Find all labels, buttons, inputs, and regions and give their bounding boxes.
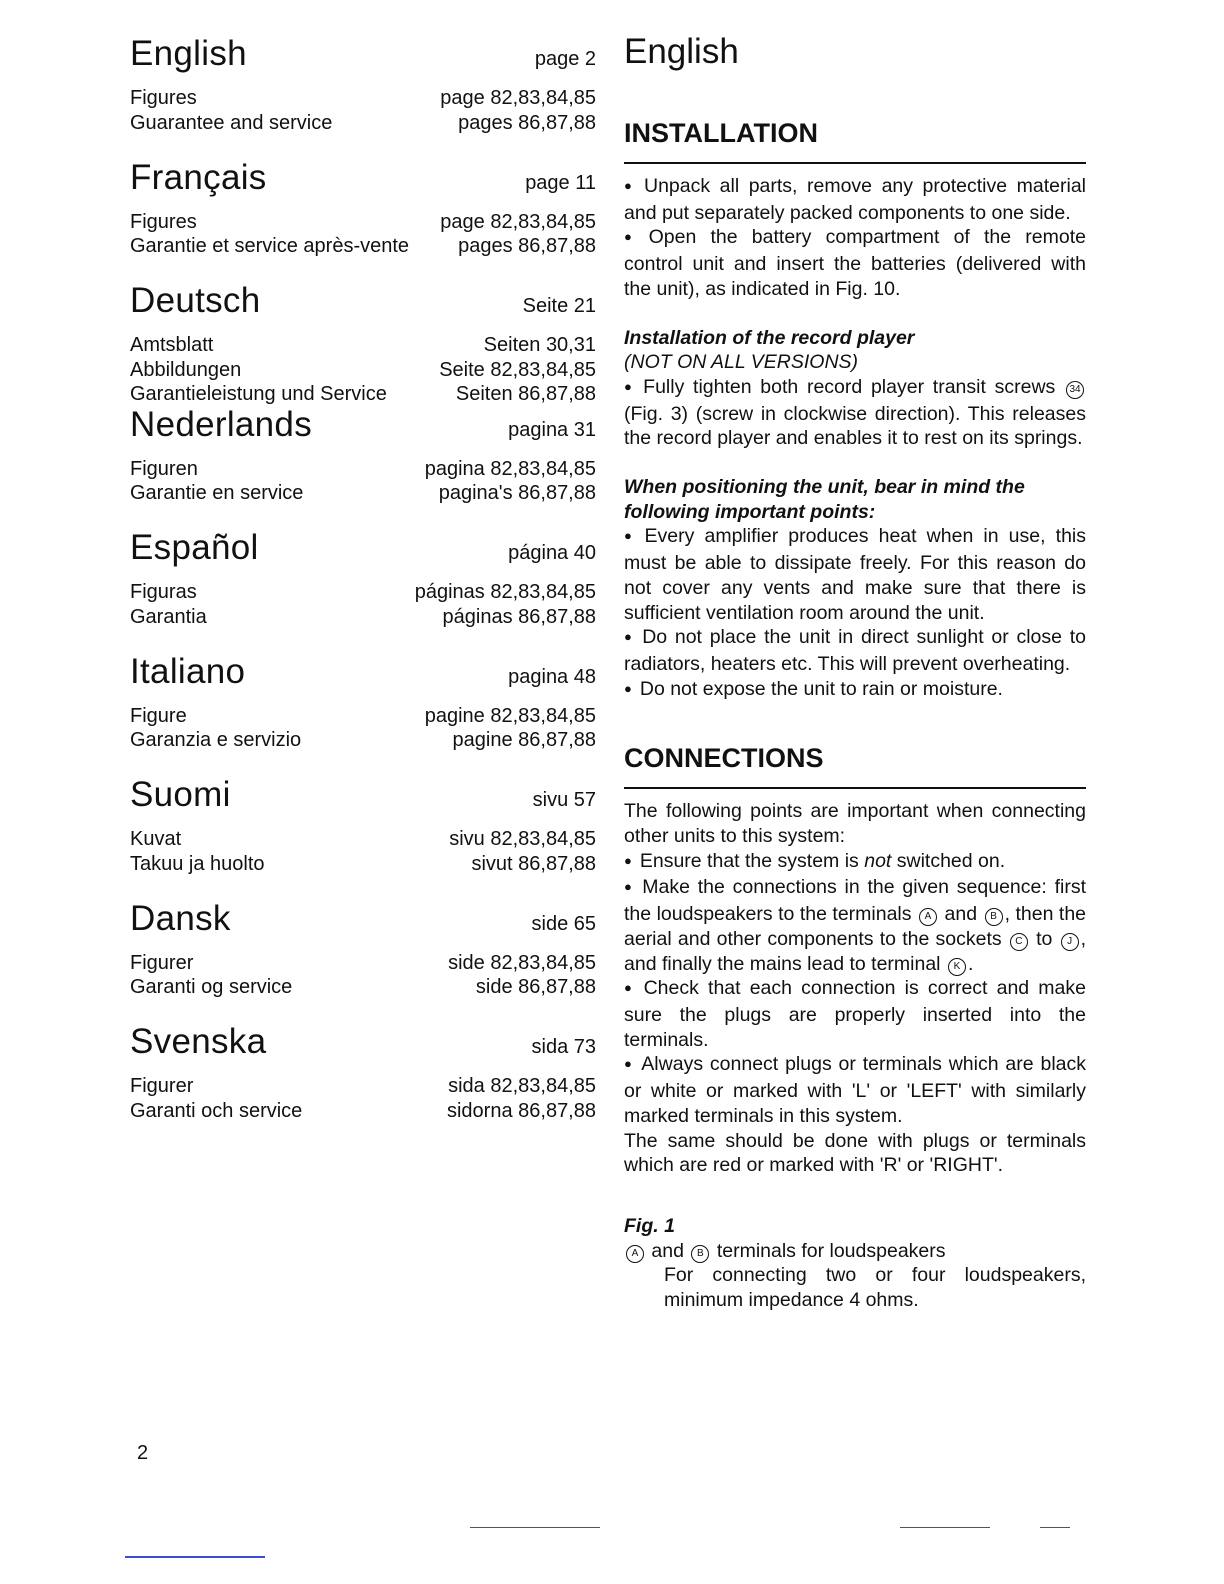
toc-row: Garantie et service après-vente pages 86,87,88 (130, 235, 596, 257)
toc-language-name: Nederlands (130, 404, 312, 444)
terminal-k-symbol: K (948, 958, 966, 976)
toc-row: Amtsblatt Seiten 30,31 (130, 334, 596, 356)
toc-row: Figuren pagina 82,83,84,85 (130, 457, 596, 480)
toc-section-dansk (130, 899, 596, 1023)
positioning-bullet-sunlight: ● Do not place the unit in direct sunlight or close to radiators, heaters etc. This will prevent overheating. (624, 625, 1086, 676)
toc-language-name: English (130, 34, 247, 73)
toc-language-page: pagina 48 (508, 665, 596, 688)
connections-right-note: The same should be done with plugs or terminals which are red or marked with 'R' or 'RIGHT'. (624, 1129, 1086, 1177)
terminal-b-symbol: B (985, 908, 1003, 926)
language-index (130, 34, 596, 1146)
toc-language-name: Español (130, 528, 259, 567)
terminal-a-symbol: A (626, 1245, 644, 1263)
record-player-subheading: Installation of the record player (624, 326, 915, 349)
toc-row: Kuvat sivu 82,83,84,85 (130, 828, 596, 850)
toc-language-page: página 40 (508, 542, 596, 564)
installation-heading: INSTALLATION (624, 118, 818, 148)
installation-bullet-batteries: ● Open the battery compartment of the remote control unit and insert the batteries (delivered with the unit), as indicated in Fig. 10. (624, 225, 1086, 301)
toc-section-english (130, 34, 596, 158)
toc-row: Takuu ja huolto sivut 86,87,88 (130, 852, 596, 875)
toc-language-page: side 65 (531, 912, 596, 935)
scan-artifact-line (125, 1556, 265, 1558)
toc-language-page: page 2 (534, 48, 596, 70)
toc-language-page: pagina 31 (508, 418, 596, 441)
scan-speck (470, 1527, 600, 1528)
positioning-subheading: When positioning the unit, bear in mind the following important points: (624, 476, 1025, 523)
toc-language-page: sivu 57 (532, 789, 596, 811)
toc-row: Guarantee and service pages 86,87,88 (130, 111, 596, 134)
installation-bullet-unpack: ● Unpack all parts, remove any protective material and put separately packed components to one side. (624, 174, 1086, 225)
connections-bullet-switched-off: ● Ensure that the system is not switched on. (624, 849, 1086, 876)
toc-row: Figures page 82,83,84,85 (130, 87, 596, 109)
scan-speck (1040, 1527, 1070, 1528)
toc-section-svenska (130, 1022, 596, 1146)
toc-row: Figures page 82,83,84,85 (130, 210, 596, 233)
connections-bullet-left: ● Always connect plugs or terminals which are black or white or marked with 'L' or 'LEFT' with similarly marked terminals in this system. (624, 1052, 1086, 1128)
toc-section-deutsch (130, 281, 596, 405)
toc-language-name: Français (130, 157, 267, 197)
toc-row: Garantia páginas 86,87,88 (130, 605, 596, 628)
toc-language-name: Suomi (130, 775, 231, 814)
toc-row: Garanti og service side 86,87,88 (130, 976, 596, 998)
socket-j-symbol: J (1061, 933, 1079, 951)
connections-bullet-check: ● Check that each connection is correct and make sure the plugs are properly inserted into the terminals. (624, 976, 1086, 1052)
connections-intro: The following points are important when connecting other units to this system: (624, 800, 1086, 848)
transit-screw-symbol: 34 (1066, 381, 1084, 399)
terminal-b-symbol: B (691, 1245, 709, 1263)
toc-row: Figure pagine 82,83,84,85 (130, 704, 596, 727)
toc-language-page: Seite 21 (522, 295, 596, 317)
toc-row: Garanzia e servizio pagine 86,87,88 (130, 729, 596, 751)
toc-language-name: Dansk (130, 898, 231, 938)
positioning-bullet-heat: ● Every amplifier produces heat when in use, this must be able to dissipate freely. For this reason do not cover any vents and make sure that there is sufficient ventilation room around the unit. (624, 524, 1086, 625)
figure-description: For connecting two or four loudspeakers, minimum impedance 4 ohms. (664, 1264, 1086, 1312)
toc-row: Garantie en service pagina's 86,87,88 (130, 482, 596, 504)
toc-section-nederlands (130, 405, 596, 529)
page-title: English (624, 32, 739, 71)
connections-heading: CONNECTIONS (624, 743, 824, 774)
toc-section-italiano (130, 652, 596, 776)
positioning-bullet-moisture: ● Do not expose the unit to rain or moisture. (624, 677, 1086, 704)
toc-section-suomi (130, 775, 596, 899)
record-player-note: (NOT ON ALL VERSIONS) (624, 351, 859, 374)
toc-row: Figurer sida 82,83,84,85 (130, 1075, 596, 1097)
toc-row: Figuras páginas 82,83,84,85 (130, 581, 596, 603)
connections-rule (624, 787, 1086, 789)
connections-bullet-sequence: ● Make the connections in the given sequence: first the loudspeakers to the terminals A and B , then the aerial and other components to the sockets C to J , and finally the mains lead to terminal K . (624, 875, 1086, 976)
toc-row: Garantieleistung und Service Seiten 86,87,88 (130, 383, 596, 405)
scan-speck (900, 1527, 990, 1528)
terminal-a-symbol: A (919, 908, 937, 926)
toc-language-page: sida 73 (531, 1036, 596, 1058)
record-player-bullet: ● Fully tighten both record player transit screws 34 (Fig. 3) (screw in clockwise direction). This releases the record player and enables it to rest on its springs. (624, 375, 1086, 451)
installation-rule (624, 162, 1086, 164)
english-content-column (624, 30, 1086, 1313)
toc-row: Abbildungen Seite 82,83,84,85 (130, 358, 596, 381)
socket-c-symbol: C (1010, 933, 1028, 951)
toc-language-name: Italiano (130, 651, 246, 691)
toc-section-espanol (130, 528, 596, 652)
toc-section-francais (130, 158, 596, 282)
toc-language-name: Svenska (130, 1022, 267, 1061)
toc-language-page: page 11 (525, 171, 596, 194)
toc-row: Garanti och service sidorna 86,87,88 (130, 1099, 596, 1122)
toc-row: Figurer side 82,83,84,85 (130, 951, 596, 974)
figure-caption: A and B terminals for loudspeakers (624, 1239, 1086, 1264)
figure-label: Fig. 1 (624, 1214, 675, 1237)
toc-language-name: Deutsch (130, 281, 261, 320)
page-number: 2 (137, 1442, 149, 1464)
